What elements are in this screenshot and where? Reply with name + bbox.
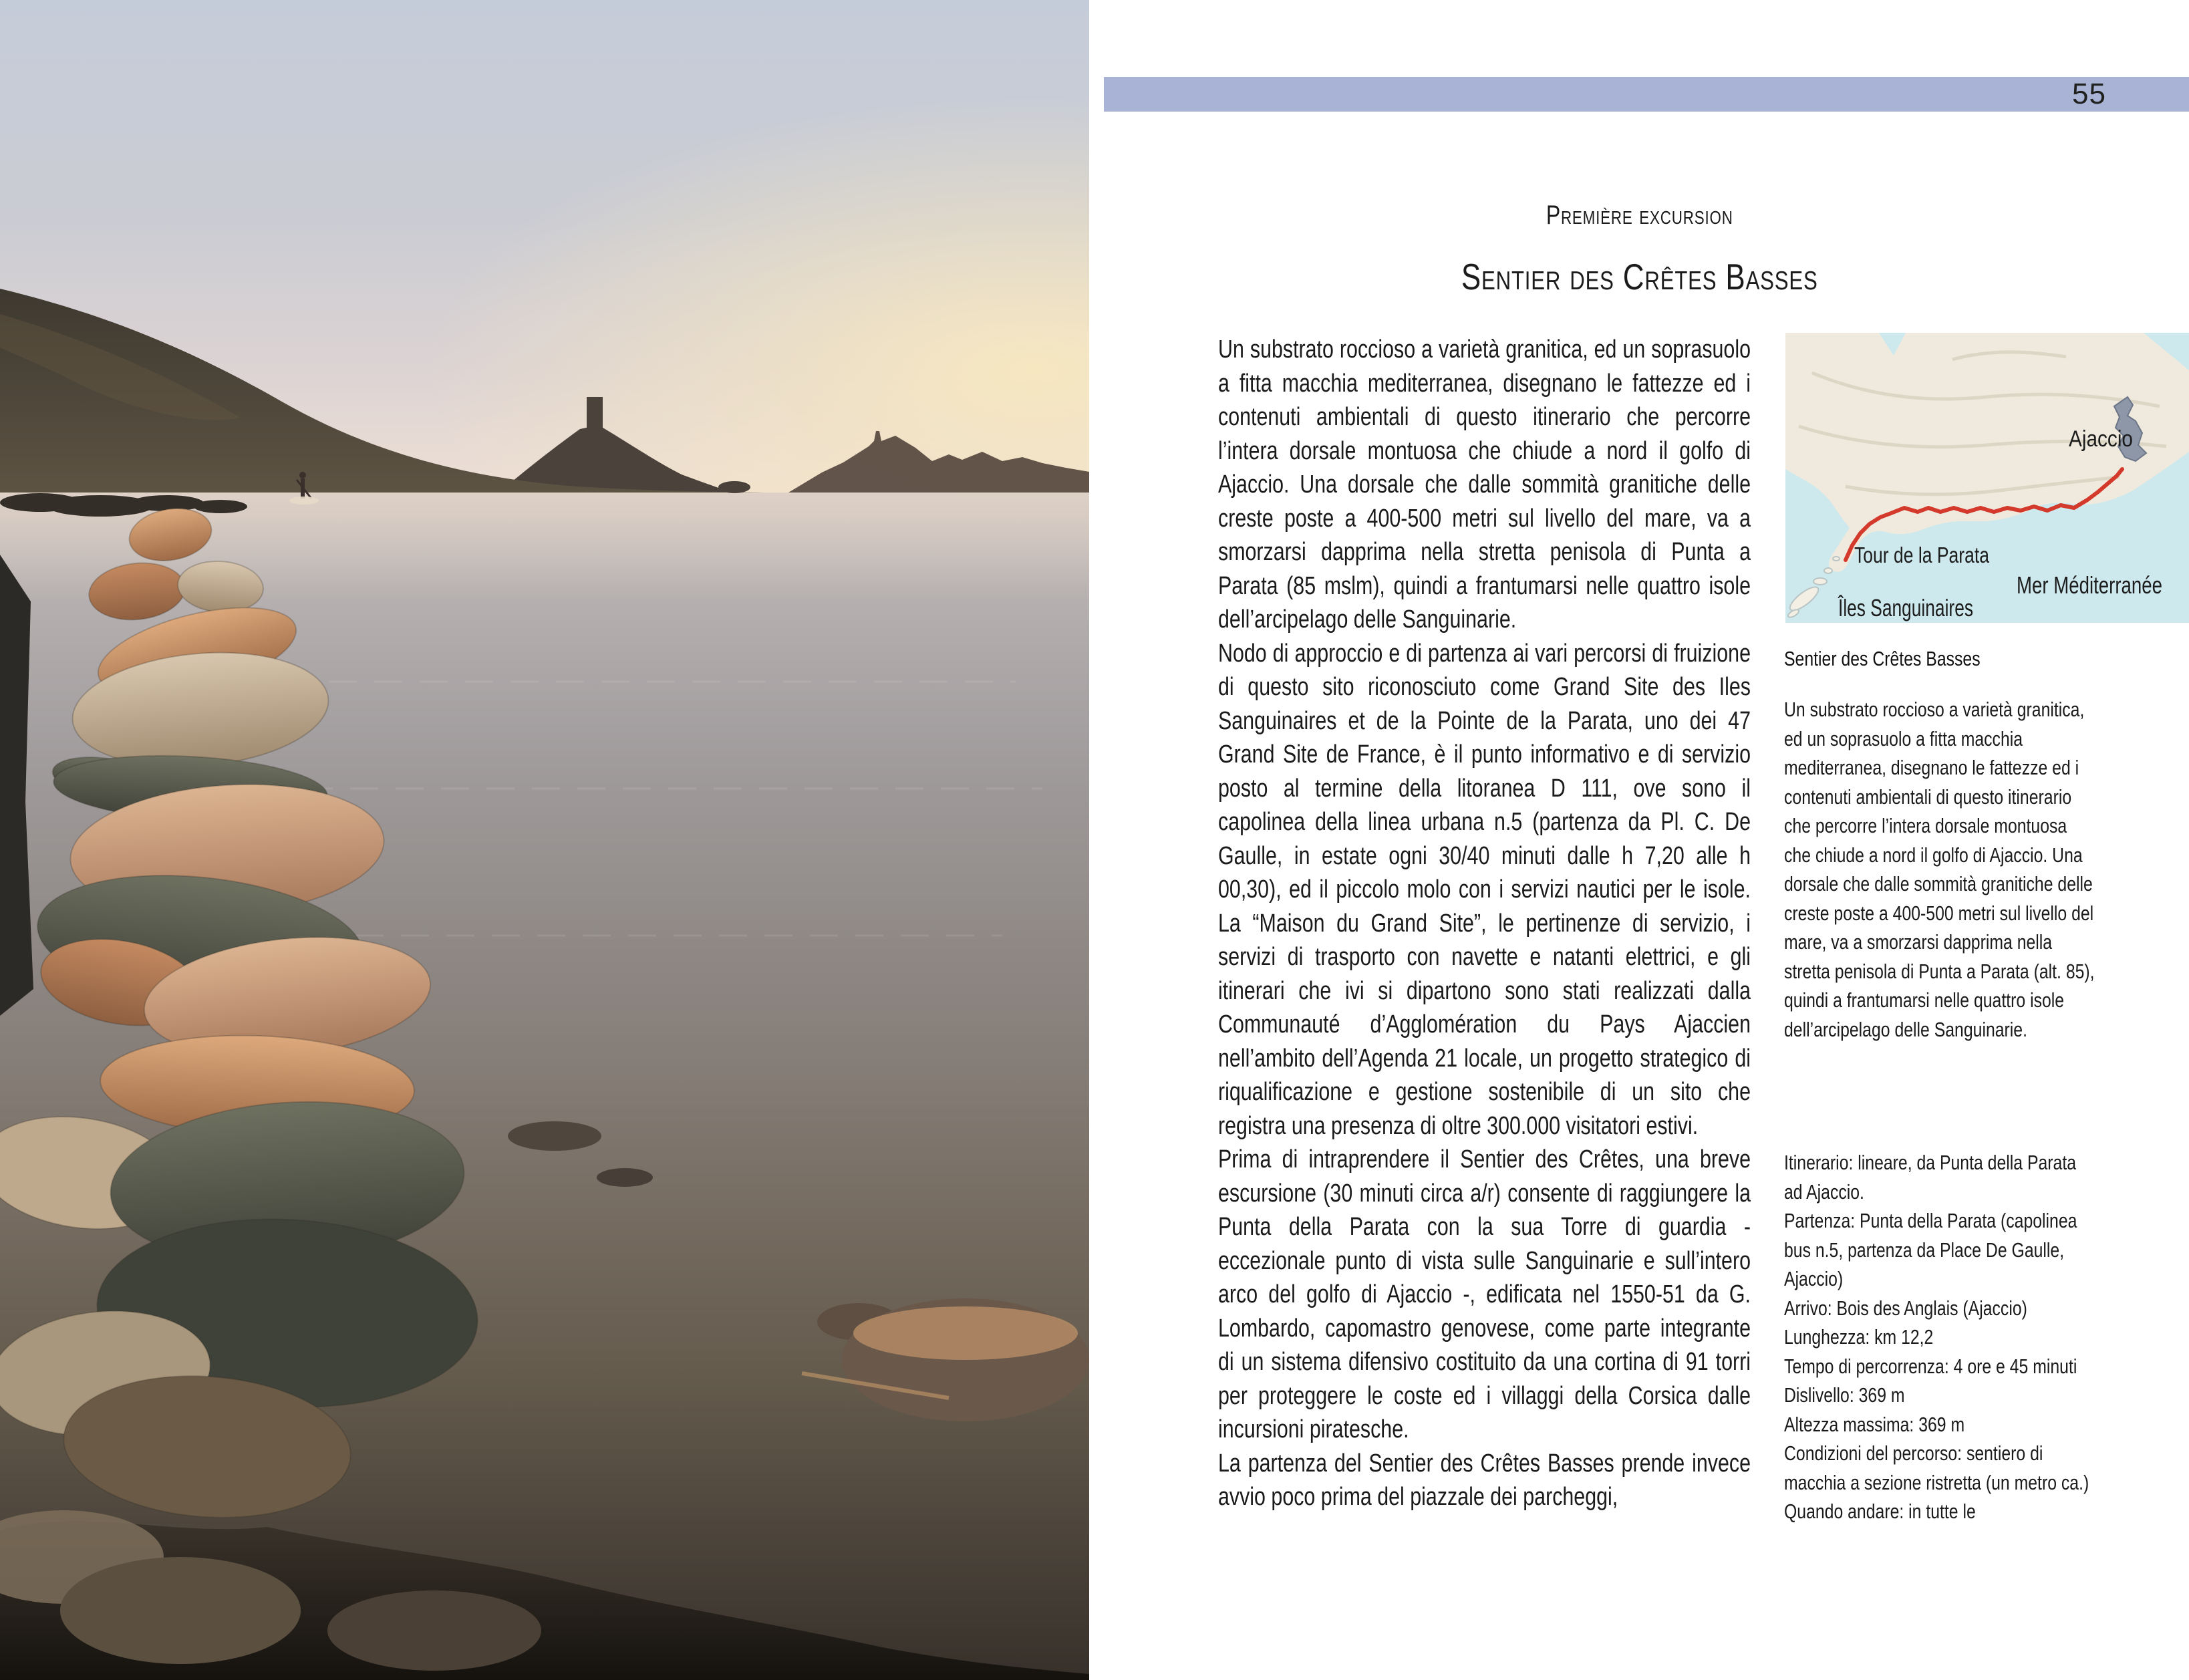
article-paragraph: Prima di intraprendere il Sentier des Crêtes, una breve escursione (30 minuti circa a/r) consente di raggiungere la Punta della Parata con la sua Torre di guardia - eccezionale punto di vista sulle Sanguinarie e sull’intero arco del golfo di Ajaccio -, edificata nel 1550-51 da G. Lombardo, capomastro genovese, come parte integrante di un sistema difensivo costituito da una cortina di 91 torri per proteggere le coste ed i villaggi della Corsica dalle incursioni piratesche. <box>1218 1145 1751 1443</box>
map-label-city: Ajaccio <box>2069 426 2133 452</box>
photo-illustration <box>0 0 1089 1680</box>
sidebar-detail-item: Itinerario: lineare, da Punta della Parata ad Ajaccio. <box>1784 1151 2077 1204</box>
chapter-eyebrow: Première excursion <box>1546 200 1733 230</box>
water-rock <box>597 1168 653 1187</box>
sidebar-detail-item: Lunghezza: km 12,2 <box>1784 1325 1934 1349</box>
page-number: 55 <box>2072 78 2106 110</box>
map-label-sea: Mer Méditerranée <box>2017 571 2162 599</box>
photo-seascape-cairn <box>0 0 1089 1680</box>
foreground-stone <box>327 1590 541 1671</box>
article-paragraph: Nodo di approccio e di partenza ai vari percorsi di fruizione di questo sito riconosciuto come Grand Site des Iles Sanguinaires et de la Pointe de la Parata, uno dei 47 Grand Site de France, è il punto informativo e di servizio posto al termine della litoranea D 111, ove sono il capolinea della linea urbana n.5 (partenza da Pl. C. De Gaulle, in estate ogni 30/40 minuti dalle h 7,20 alle h 00,30), ed il piccolo molo con i servizi nautici per le isole. La “Maison du Grand Site”, le pertinenze di servizio, i servizi di trasporto con navette e natanti elettrici, e gli itinerari che ivi si dipartono sono stati realizzati dalla Communauté d’Agglomération du Pays Ajaccien nell’ambito dell’Agenda 21 locale, un progetto strategico di riqualificazione e gestione sostenibile di un sito che registra una presenza di oltre 300.000 visitatori estivi. <box>1218 639 1751 1140</box>
article-paragraph: Un substrato roccioso a varietà granitica, ed un soprasuolo a fitta macchia mediterranea, disegnano le fattezze ed i contenuti ambientali di questo itinerario che percorre l’intera dorsale montuosa che chiude a nord il golfo di Ajaccio. Una dorsale che dalle sommità granitiche delle creste poste a 400-500 metri sul livello del mare, va a smorzarsi dapprima nella stretta penisola di Punta a Parata (85 mslm), quindi a frantumarsi nelle quattro isole dell’arcipelago delle Sanguinarie. <box>1218 335 1751 634</box>
sidebar-detail-item: Arrivo: Bois des Anglais (Ajaccio) <box>1784 1296 2027 1320</box>
sidebar-details-wrap <box>1784 1148 2098 1526</box>
sidebar-heading: Sentier des Crêtes Basses <box>1784 647 1981 670</box>
sidebar-detail-item: Condizioni del percorso: sentiero di macchia a sezione ristretta (un metro ca.) <box>1784 1441 2089 1494</box>
page-header-bar <box>1104 77 2189 112</box>
route-map <box>1785 333 2189 623</box>
map-label-tower: Tour de la Parata <box>1854 543 1990 567</box>
sidebar-heading-wrap <box>1784 646 2132 672</box>
chapter-titles <box>1218 200 2061 297</box>
water-rock <box>508 1121 601 1151</box>
sidebar-detail-item: Partenza: Punta della Parata (capolinea bus n.5, partenza da Place De Gaulle, Ajaccio) <box>1784 1209 2077 1290</box>
sidebar-intro: Un substrato roccioso a varietà granitica, ed un soprasuolo a fitta macchia mediterranea, disegnano le fattezze ed i contenuti ambientali di questo itinerario che percorre l’intera dorsale montuosa che chiude a nord il golfo di Ajaccio. Una dorsale che dalle sommità granitiche delle creste poste a 400-500 metri sul livello del mare, va a smorzarsi dapprima nella stretta penisola di Punta a Parata (alt. 85), quindi a frantumarsi nelle quattro isole dell’arcipelago delle Sanguinarie. <box>1784 698 2095 1041</box>
map-label-islands: Îles Sanguinaires <box>1838 594 1973 621</box>
sidebar-detail-item: Dislivello: 369 m <box>1784 1383 1905 1407</box>
sidebar-details <box>1784 1148 2098 1526</box>
article-column <box>1218 333 1751 1514</box>
article-paragraphs <box>1218 333 1751 1514</box>
chapter-title: Sentier des Crêtes Basses <box>1461 256 1818 297</box>
foreground-stone <box>60 1557 301 1664</box>
article-paragraph: La partenza del Sentier des Crêtes Basses prende invece avvio poco prima del piazzale dei parcheggi, <box>1218 1449 1751 1511</box>
sidebar-detail-item: Altezza massima: 369 m <box>1784 1412 1965 1436</box>
sidebar-detail-item: Tempo di percorrenza: 4 ore e 45 minuti <box>1784 1354 2077 1378</box>
sidebar-intro-wrap <box>1784 695 2098 1044</box>
sidebar-detail-item: Quando andare: in tutte le <box>1784 1500 1976 1523</box>
